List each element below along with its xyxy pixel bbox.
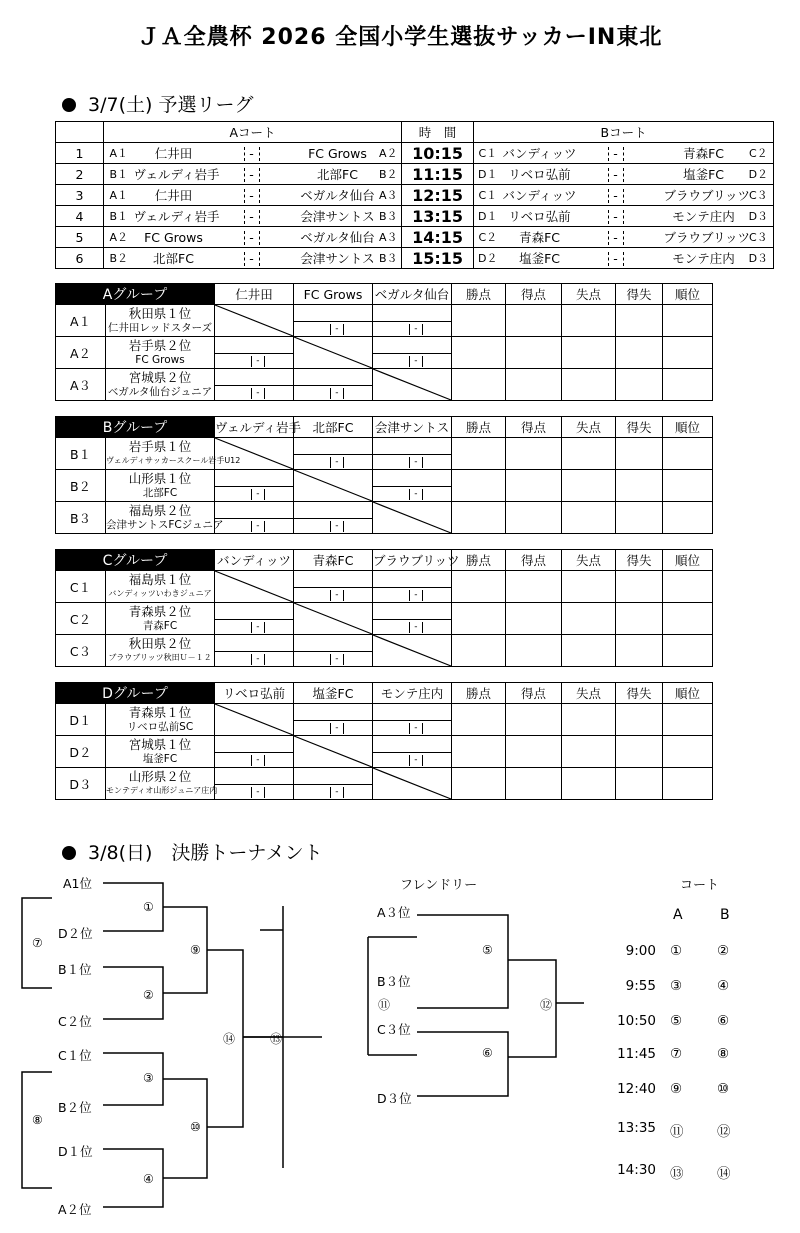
stat-header: 勝点 — [452, 284, 506, 305]
team-prefecture-rank: 山形県１位 — [128, 470, 192, 486]
team-prefecture-rank: 山形県２位 — [128, 768, 192, 784]
team-prefecture-rank: 青森県２位 — [128, 603, 192, 619]
court-b-match: ⑥ — [717, 1013, 730, 1029]
match-mark-4: ④ — [143, 1172, 154, 1186]
score-dash: - — [330, 723, 344, 734]
score-dash: - — [409, 324, 423, 335]
score-dash: - — [330, 388, 344, 399]
kickoff-time: 11:15 — [402, 164, 474, 185]
bracket-entry-a2: A２位 — [58, 1202, 92, 1217]
match-number: 1 — [56, 143, 104, 164]
court-slot-time: 9:00 — [625, 943, 656, 959]
score-dash: - — [608, 231, 624, 245]
match-mark-1: ① — [143, 900, 154, 914]
court-b-code-home: C１ — [474, 185, 502, 206]
court-b-team-home: バンディッツ — [502, 143, 578, 164]
team-club-name: リベロ弘前SC — [126, 720, 194, 733]
court-a-match: ① — [670, 943, 683, 959]
bracket-entry-c2: C２位 — [58, 1014, 92, 1029]
team-club-name: バンディッツいわきジュニア — [108, 588, 212, 598]
match-number: 5 — [56, 227, 104, 248]
stat-header: 得点 — [506, 417, 562, 438]
friendly-entry-b3: B３位 — [377, 974, 411, 989]
score-dash: - — [251, 755, 265, 766]
team-club-name: 会津サントスFCジュニア — [106, 518, 224, 531]
score-dash: - — [244, 147, 260, 161]
court-a-code-away: A３ — [376, 185, 402, 206]
court-b-team-away: 塩釜FC — [664, 164, 744, 185]
team-code: C３ — [56, 635, 106, 667]
court-b-match: ⑧ — [717, 1046, 730, 1062]
court-slot-time: 12:40 — [617, 1081, 656, 1097]
score-dash: - — [608, 210, 624, 224]
court-a-code-away: B２ — [376, 164, 402, 185]
group-name: Dグループ — [56, 683, 215, 704]
team-club-name: FC Grows — [135, 353, 185, 366]
score-dash: - — [409, 723, 423, 734]
court-b-code-away: C３ — [744, 227, 774, 248]
court-a-code-home: B１ — [104, 206, 134, 227]
team-code: C２ — [56, 603, 106, 635]
court-a-code-away: B３ — [376, 248, 402, 269]
team-code: D２ — [56, 736, 106, 768]
match-mark-2: ② — [143, 988, 154, 1002]
opponent-header: 会津サントス — [373, 417, 452, 438]
match-mark-14: ⑭ — [223, 1032, 236, 1046]
team-code: D１ — [56, 704, 106, 736]
court-a-code-home: A１ — [104, 143, 134, 164]
court-b-team-home: リベロ弘前 — [502, 206, 578, 227]
stat-header: 順位 — [663, 683, 713, 704]
team-code: B２ — [56, 470, 106, 502]
court-a-code-away: A２ — [376, 143, 402, 164]
court-col-a: A — [673, 907, 683, 923]
court-b-match: ⑩ — [717, 1081, 730, 1097]
score-dash: - — [330, 324, 344, 335]
team-code: D３ — [56, 768, 106, 800]
score-dash: - — [244, 189, 260, 203]
team-code: B３ — [56, 502, 106, 534]
match-mark-9: ⑨ — [190, 943, 201, 957]
score-dash: - — [330, 590, 344, 601]
match-mark-3: ③ — [143, 1071, 154, 1085]
team-code: A２ — [56, 337, 106, 369]
court-a-team-home: 仁井田 — [134, 143, 214, 164]
team-prefecture-rank: 福島県１位 — [128, 571, 192, 587]
stat-header: 勝点 — [452, 550, 506, 571]
court-slot-time: 14:30 — [617, 1162, 656, 1178]
court-schedule-label: コート — [680, 878, 720, 893]
score-dash: - — [330, 521, 344, 532]
court-b-code-away: C３ — [744, 185, 774, 206]
stat-header: 失点 — [562, 550, 616, 571]
court-b-team-away: ブラウブリッツ — [664, 227, 744, 248]
team-code: A３ — [56, 369, 106, 401]
score-dash: - — [608, 147, 624, 161]
court-b-team-home: バンディッツ — [502, 185, 578, 206]
kickoff-time: 15:15 — [402, 248, 474, 269]
court-b-team-away: 青森FC — [664, 143, 744, 164]
court-b-match: ④ — [717, 978, 730, 994]
court-a-team-away: ベガルタ仙台 — [300, 227, 376, 248]
bracket-entry-d2: D２位 — [58, 926, 93, 941]
team-prefecture-rank: 秋田県１位 — [128, 305, 192, 321]
match-number: 2 — [56, 164, 104, 185]
opponent-header: 北部FC — [294, 417, 373, 438]
team-code: C１ — [56, 571, 106, 603]
match-mark-5: ⑤ — [482, 943, 493, 957]
court-a-team-home: 北部FC — [134, 248, 214, 269]
court-slot-time: 10:50 — [617, 1013, 656, 1029]
opponent-header: 仁井田 — [215, 284, 294, 305]
stat-header: 得失 — [616, 550, 663, 571]
stat-header: 失点 — [562, 284, 616, 305]
stat-header: 順位 — [663, 417, 713, 438]
match-mark-13: ⑬ — [270, 1032, 283, 1046]
court-a-team-away: 会津サントス — [300, 248, 376, 269]
team-club-name: 北部FC — [142, 486, 178, 499]
score-dash: - — [244, 168, 260, 182]
score-dash: - — [251, 356, 265, 367]
stat-header: 順位 — [663, 550, 713, 571]
bracket-entry-d1: D１位 — [58, 1144, 93, 1159]
opponent-header: バンディッツ — [215, 550, 294, 571]
opponent-header: FC Grows — [294, 284, 373, 305]
match-mark-8: ⑧ — [32, 1113, 43, 1127]
stat-header: 失点 — [562, 417, 616, 438]
score-dash: - — [330, 457, 344, 468]
opponent-header: ベガルタ仙台 — [373, 284, 452, 305]
group-name: Aグループ — [56, 284, 215, 305]
team-prefecture-rank: 宮城県１位 — [128, 736, 192, 752]
match-number: 4 — [56, 206, 104, 227]
opponent-header: 青森FC — [294, 550, 373, 571]
team-code: A１ — [56, 305, 106, 337]
court-b-code-home: C２ — [474, 227, 502, 248]
kickoff-time: 14:15 — [402, 227, 474, 248]
day2-heading-text: 3/8(日) 決勝トーナメント — [88, 842, 323, 864]
court-b-code-away: C２ — [744, 143, 774, 164]
score-dash: - — [409, 489, 423, 500]
court-a-match: ⑬ — [670, 1166, 684, 1182]
court-b-team-home: 塩釜FC — [502, 248, 578, 269]
team-prefecture-rank: 宮城県２位 — [128, 369, 192, 385]
stat-header: 得失 — [616, 683, 663, 704]
court-b-code-home: D１ — [474, 206, 502, 227]
court-b-match: ⑫ — [717, 1124, 731, 1140]
court-slot-time: 11:45 — [617, 1046, 656, 1062]
opponent-header: ヴェルディ岩手 — [215, 417, 294, 438]
friendly-entry-c3: C３位 — [377, 1022, 411, 1037]
group-name: Cグループ — [56, 550, 215, 571]
score-dash: - — [251, 787, 265, 798]
kickoff-time: 13:15 — [402, 206, 474, 227]
page-title: ＪＡ全農杯 2026 全国小学生選抜サッカーIN東北 — [137, 25, 663, 50]
court-slot-time: 9:55 — [625, 978, 656, 994]
court-a-match: ⑤ — [670, 1013, 683, 1029]
court-b-team-home: 青森FC — [502, 227, 578, 248]
team-club-name: ヴェルディサッカースクール岩手U12 — [106, 455, 241, 465]
court-a-code-home: A２ — [104, 227, 134, 248]
kickoff-time: 10:15 — [402, 143, 474, 164]
friendly-entry-d3: D３位 — [377, 1091, 412, 1106]
court-a-team-home: 仁井田 — [134, 185, 214, 206]
court-b-team-away: モンテ庄内 — [664, 206, 744, 227]
score-dash: - — [251, 654, 265, 665]
score-dash: - — [251, 521, 265, 532]
court-b-code-away: D３ — [744, 248, 774, 269]
court-col-b: B — [720, 907, 730, 923]
court-a-match: ⑨ — [670, 1081, 683, 1097]
court-a-match: ⑪ — [670, 1124, 684, 1140]
team-prefecture-rank: 青森県１位 — [128, 704, 192, 720]
stat-header: 得点 — [506, 683, 562, 704]
court-a-match: ⑦ — [670, 1046, 683, 1062]
score-dash: - — [409, 457, 423, 468]
match-mark-10: ⑩ — [190, 1120, 201, 1134]
score-dash: - — [608, 168, 624, 182]
score-dash: - — [608, 252, 624, 266]
day1-heading-text: 3/7(土) 予選リーグ — [88, 94, 254, 116]
bracket-entry-b2: B２位 — [58, 1100, 92, 1115]
team-club-name: モンテディオ山形ジュニア庄内 — [106, 785, 218, 795]
match-number: 3 — [56, 185, 104, 206]
stat-header: 順位 — [663, 284, 713, 305]
court-a-code-away: B３ — [376, 206, 402, 227]
stat-header: 勝点 — [452, 417, 506, 438]
stat-header: 得点 — [506, 284, 562, 305]
stat-header: 失点 — [562, 683, 616, 704]
court-b-code-home: D２ — [474, 248, 502, 269]
court-b-code-away: D２ — [744, 164, 774, 185]
match-mark-7: ⑦ — [32, 936, 43, 950]
friendly-label: フレンドリー — [400, 878, 478, 893]
stat-header: 得失 — [616, 417, 663, 438]
court-a-team-home: ヴェルディ岩手 — [134, 164, 214, 185]
court-b-code-away: D３ — [744, 206, 774, 227]
court-b-code-home: D１ — [474, 164, 502, 185]
opponent-header: リベロ弘前 — [215, 683, 294, 704]
bracket-entry-a1: A1位 — [63, 876, 93, 891]
team-club-name: ベガルタ仙台ジュニア — [107, 385, 213, 398]
team-prefecture-rank: 岩手県２位 — [128, 337, 192, 353]
team-prefecture-rank: 秋田県２位 — [128, 635, 192, 651]
score-dash: - — [409, 356, 423, 367]
team-club-name: 塩釜FC — [142, 752, 178, 765]
stat-header: 勝点 — [452, 683, 506, 704]
match-mark-12: ⑫ — [540, 998, 553, 1012]
match-number: 6 — [56, 248, 104, 269]
score-dash: - — [251, 489, 265, 500]
score-dash: - — [251, 622, 265, 633]
score-dash: - — [409, 622, 423, 633]
court-b-header: Bコート — [474, 122, 774, 143]
court-a-team-away: FC Grows — [300, 143, 376, 164]
court-a-code-away: A３ — [376, 227, 402, 248]
score-dash: - — [409, 755, 423, 766]
court-b-match: ② — [717, 943, 730, 959]
opponent-header: 塩釜FC — [294, 683, 373, 704]
team-code: B１ — [56, 438, 106, 470]
court-a-code-home: B１ — [104, 164, 134, 185]
team-club-name: ブラウブリッツ秋田Ｕ－１２ — [108, 652, 212, 662]
match-mark-11: ⑪ — [378, 998, 391, 1012]
score-dash: - — [251, 388, 265, 399]
team-prefecture-rank: 岩手県１位 — [128, 438, 192, 454]
kickoff-time: 12:15 — [402, 185, 474, 206]
score-dash: - — [608, 189, 624, 203]
score-dash: - — [409, 590, 423, 601]
court-a-code-home: B２ — [104, 248, 134, 269]
group-name: Bグループ — [56, 417, 215, 438]
score-dash: - — [330, 787, 344, 798]
score-dash: - — [330, 654, 344, 665]
court-a-team-home: FC Grows — [134, 227, 214, 248]
court-a-code-home: A１ — [104, 185, 134, 206]
court-slot-time: 13:35 — [617, 1120, 656, 1136]
score-dash: - — [244, 252, 260, 266]
court-a-team-away: 北部FC — [300, 164, 376, 185]
court-b-team-away: モンテ庄内 — [664, 248, 744, 269]
match-mark-6: ⑥ — [482, 1046, 493, 1060]
opponent-header: ブラウブリッツ — [373, 550, 452, 571]
score-dash: - — [244, 210, 260, 224]
court-a-match: ③ — [670, 978, 683, 994]
court-a-team-away: ベガルタ仙台 — [300, 185, 376, 206]
court-a-header: Aコート — [104, 122, 402, 143]
bracket-entry-c1: C１位 — [58, 1048, 92, 1063]
team-club-name: 仁井田レッドスターズ — [107, 321, 213, 334]
score-dash: - — [244, 231, 260, 245]
stat-header: 得点 — [506, 550, 562, 571]
team-club-name: 青森FC — [142, 619, 178, 632]
opponent-header: モンテ庄内 — [373, 683, 452, 704]
stat-header: 得失 — [616, 284, 663, 305]
court-b-code-home: C１ — [474, 143, 502, 164]
court-a-team-home: ヴェルディ岩手 — [134, 206, 214, 227]
friendly-entry-a3: A３位 — [377, 905, 411, 920]
court-b-team-home: リベロ弘前 — [502, 164, 578, 185]
court-b-team-away: ブラウブリッツ — [664, 185, 744, 206]
time-header: 時 間 — [402, 122, 474, 143]
bracket-entry-b1: B１位 — [58, 962, 92, 977]
court-a-team-away: 会津サントス — [300, 206, 376, 227]
team-prefecture-rank: 福島県２位 — [128, 502, 192, 518]
court-b-match: ⑭ — [717, 1166, 731, 1182]
